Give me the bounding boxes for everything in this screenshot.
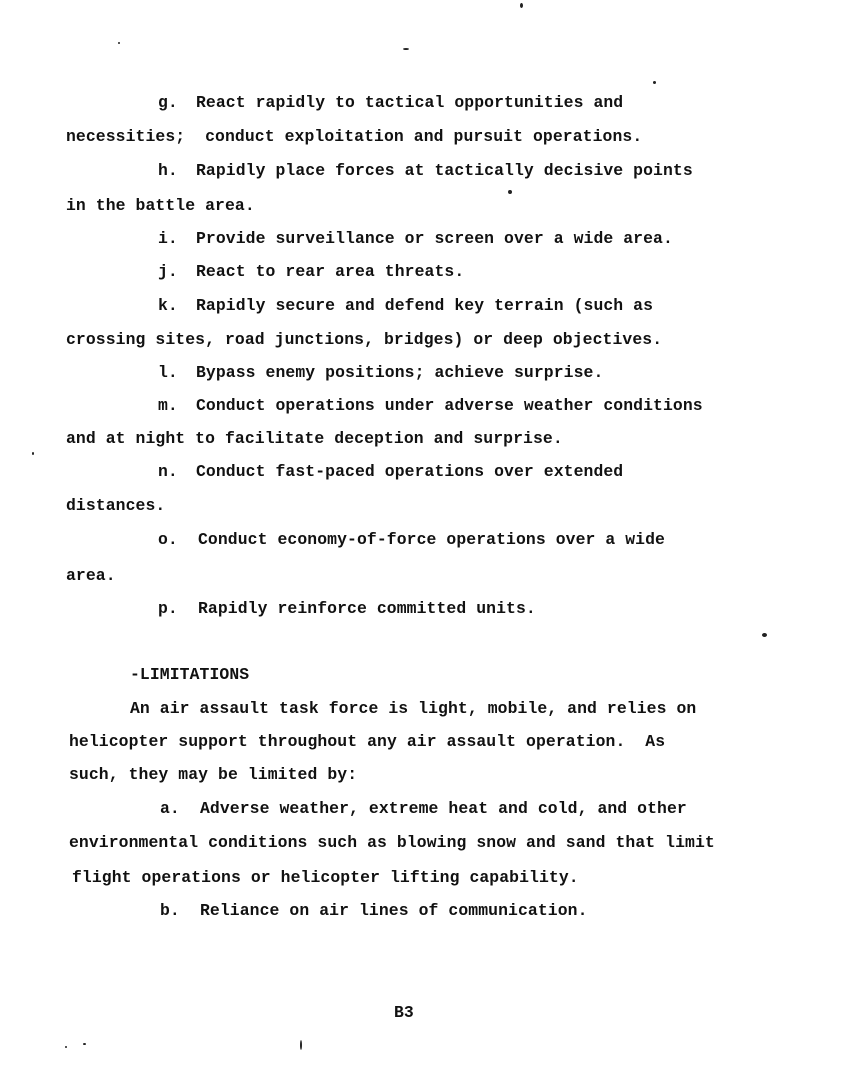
item-text-cont: environmental conditions such as blowing snow and sand that limit [69,833,715,852]
page-number: B3 [394,1003,414,1022]
item-text: Conduct fast-paced operations over extended [196,462,624,481]
intro-text: An air assault task force is light, mobile, and relies on [130,699,697,718]
scan-speck [83,1043,86,1045]
item-text: Rapidly place forces at tactically decisive points [196,161,693,180]
item-marker: i. [158,229,178,248]
item-text: Provide surveillance or screen over a wide area. [196,229,673,248]
scan-speck [653,81,656,84]
intro-text: helicopter support throughout any air assault operation. As [69,732,666,751]
item-text: Bypass enemy positions; achieve surprise. [196,363,604,382]
item-text: Reliance on air lines of communication. [200,901,588,920]
item-text-cont: distances. [66,496,166,515]
item-text-cont: and at night to facilitate deception and surprise. [66,429,563,448]
item-marker: m. [158,396,178,415]
item-marker: o. [158,530,178,549]
item-text: Conduct operations under adverse weather conditions [196,396,703,415]
section-heading: -LIMITATIONS [130,665,250,684]
item-text-cont: area. [66,566,116,585]
item-marker: h. [158,161,178,180]
scan-speck [65,1046,67,1048]
item-marker: j. [158,262,178,281]
item-text-cont: necessities; conduct exploitation and pursuit operations. [66,127,643,146]
item-marker: n. [158,462,178,481]
scan-speck [508,190,512,194]
item-text: Rapidly secure and defend key terrain (such as [196,296,654,315]
item-marker: g. [158,93,178,112]
intro-text: such, they may be limited by: [69,765,358,784]
scan-speck [32,452,34,455]
item-marker: k. [158,296,178,315]
scan-speck [520,3,523,8]
item-marker: a. [160,799,180,818]
scan-speck [118,42,120,44]
item-marker: l. [158,363,178,382]
item-marker: p. [158,599,178,618]
item-text-cont: in the battle area. [66,196,255,215]
item-text: Adverse weather, extreme heat and cold, and other [200,799,687,818]
scan-speck [403,48,409,50]
item-text: Rapidly reinforce committed units. [198,599,536,618]
scan-speck [762,633,767,637]
item-text: React to rear area threats. [196,262,465,281]
item-marker: b. [160,901,180,920]
item-text: Conduct economy-of-force operations over a wide [198,530,665,549]
scan-speck [300,1040,302,1050]
item-text: React rapidly to tactical opportunities and [196,93,624,112]
item-text-cont: flight operations or helicopter lifting capability. [72,868,579,887]
item-text-cont: crossing sites, road junctions, bridges) or deep objectives. [66,330,663,349]
